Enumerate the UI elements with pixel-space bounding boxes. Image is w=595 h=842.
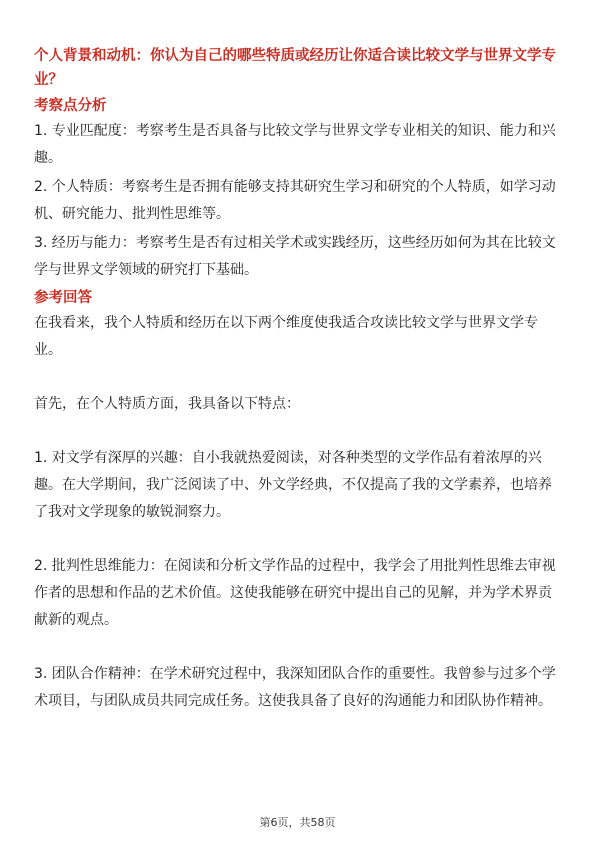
answer-paragraph: 首先，在个人特质方面，我具备以下特点： — [34, 396, 300, 412]
analysis-item-3: 3. 经历与能力：考察考生是否有过相关学术或实践经历，这些经历如何为其在比较文学与世界文学领域的研究打下基础。 — [34, 235, 556, 278]
answer-paragraph: 2. 批判性思维能力：在阅读和分析文学作品的过程中，我学会了用批判性思维去审视作者的思想和作品的艺术价值。这使我能够在研究中提出自己的见解，并为学术界贡献新的观点。 — [34, 558, 556, 628]
answer-heading: 参考回答 — [34, 290, 92, 306]
analysis-section — [34, 94, 564, 284]
analysis-heading: 考察点分析 — [34, 98, 107, 114]
answer-paragraph: 在我看来，我个人特质和经历在以下两个维度使我适合攻读比较文学与世界文学专业。 — [34, 315, 538, 358]
analysis-item-2: 2. 个人特质：考察考生是否拥有能够支持其研究生学习和研究的个人特质，如学习动机、研究能力、批判性思维等。 — [34, 179, 556, 222]
question-title: 个人背景和动机：你认为自己的哪些特质或经历让你适合读比较文学与世界文学专业？ — [34, 48, 556, 88]
answer-paragraph: 3. 团队合作精神：在学术研究过程中，我深知团队合作的重要性。我曾参与过多个学术项目，与团队成员共同完成任务。这使我具备了良好的沟通能力和团队协作精神。 — [34, 666, 556, 709]
page-number-footer: 第6页，共58页 — [259, 816, 336, 829]
document-page — [34, 44, 564, 715]
answer-section — [34, 286, 564, 715]
analysis-item-1: 1. 专业匹配度：考察考生是否具备与比较文学与世界文学专业相关的知识、能力和兴趣。 — [34, 123, 556, 166]
answer-paragraph: 1. 对文学有深厚的兴趣：自小我就热爱阅读，对各种类型的文学作品有着浓厚的兴趣。在大学期间，我广泛阅读了中、外文学经典，不仅提高了我的文学素养，也培养了我对文学现象的敏锐洞察力。 — [34, 450, 552, 520]
